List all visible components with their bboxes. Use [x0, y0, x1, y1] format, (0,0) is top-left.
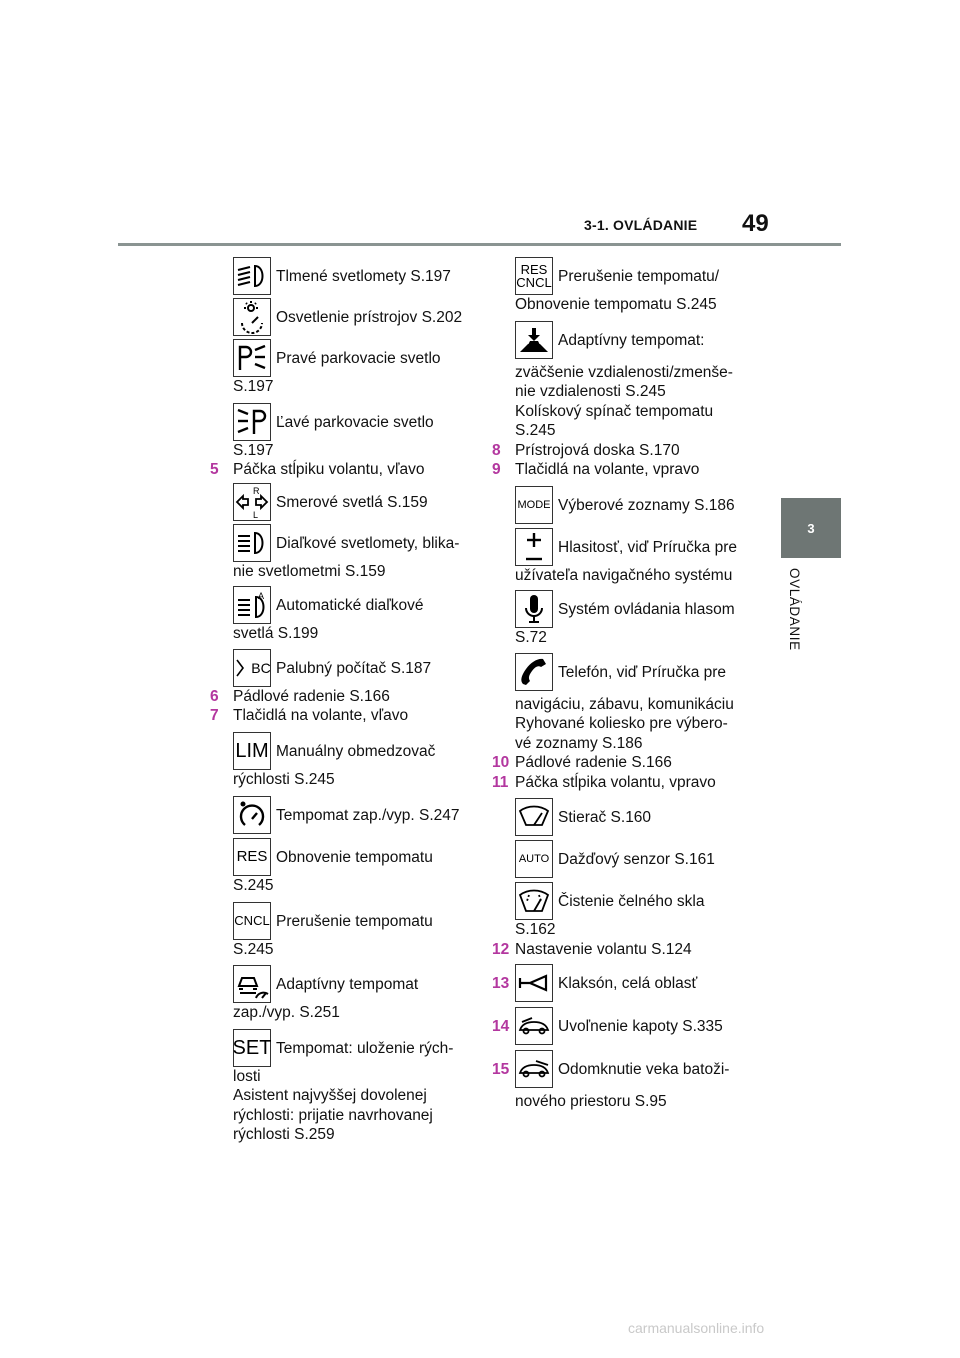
hood-release-icon	[515, 1007, 553, 1045]
speed-limiter-icon-label: LIM	[235, 739, 269, 762]
auto-high-beam-ref: svetlá S.199	[233, 625, 319, 642]
distance-extra-line: Kolískový spínač tempomatu	[515, 402, 714, 420]
wiper-text: Stierač S.160	[558, 809, 652, 826]
list-item-10	[492, 753, 757, 773]
entry-cncl	[210, 902, 475, 940]
distance-extra-line: S.245	[515, 422, 556, 439]
left-column	[210, 254, 475, 1145]
entry-mode	[492, 486, 757, 524]
entry-rescncl	[492, 257, 757, 295]
turn-signal-text: Smerové svetlá S.159	[276, 493, 428, 511]
board-computer-text: Palubný počítač S.187	[276, 659, 432, 677]
wiper-icon	[515, 798, 553, 836]
svg-text:L: L	[253, 509, 259, 520]
cncl-ref: S.245	[233, 940, 274, 958]
board-computer-icon-label: BC	[251, 659, 271, 676]
voice-text: Systém ovládania hlasom	[558, 601, 735, 618]
mode-icon	[515, 486, 553, 524]
res-text: Obnovenie tempomatu	[276, 849, 433, 866]
cruise-onoff-text: Tempomat zap./vyp. S.247	[276, 807, 460, 824]
high-beam-icon	[233, 524, 271, 562]
volume-text: Hlasitosť, viď Príručka pre	[558, 538, 737, 556]
extra-line: rýchlosti S.259	[233, 1126, 335, 1143]
acc-ref: zap./vyp. S.251	[233, 1004, 340, 1021]
acc-text: Adaptívny tempomat	[276, 976, 419, 993]
entry-auto-high-beam	[210, 586, 475, 624]
adaptive-cruise-icon	[233, 965, 271, 1003]
board-computer-icon	[233, 649, 271, 687]
list-item-15	[492, 1050, 757, 1088]
entry-wiper	[492, 798, 757, 836]
distance-control-icon	[515, 321, 553, 359]
extra-line: Asistent najvyššej dovolenej	[233, 1087, 427, 1104]
entry-voice	[492, 590, 757, 628]
item-number: 10	[492, 754, 510, 771]
item-number: 6	[210, 687, 219, 705]
washer-icon	[515, 882, 553, 920]
item-number: 9	[492, 461, 501, 478]
section-title: 3-1. OVLÁDANIE	[584, 217, 698, 233]
park-right-ref: S.197	[233, 378, 274, 395]
cncl-text: Prerušenie tempomatu	[276, 912, 433, 930]
cancel-icon-label: CNCL	[234, 912, 270, 928]
header-rule	[118, 243, 841, 246]
watermark: carmanualsonline.info	[628, 1320, 765, 1336]
entry-board-computer	[210, 649, 475, 687]
rain-sensor-icon	[515, 840, 553, 878]
voice-control-icon	[515, 590, 553, 628]
speed-limiter-ref: rýchlosti S.245	[233, 770, 335, 788]
mode-icon-label: MODE	[517, 498, 551, 511]
resume-icon-label: RES	[236, 848, 268, 865]
resume-icon	[233, 838, 271, 876]
trunk-release-icon	[515, 1050, 553, 1088]
low-beam-icon	[233, 257, 271, 295]
horn-text: Klaksón, celá oblasť	[558, 975, 698, 992]
phone-extra-line: Ryhované koliesko pre výbero-	[515, 715, 728, 732]
svg-text:A: A	[258, 591, 265, 601]
cruise-control-icon	[233, 796, 271, 834]
entry-park-left	[210, 403, 475, 441]
list-item-6	[210, 687, 475, 707]
rain-sensor-text: Dažďový senzor S.161	[558, 851, 715, 868]
item-number: 13	[492, 975, 510, 992]
page-number: 49	[742, 210, 769, 237]
item-number: 12	[492, 940, 510, 958]
extra-line: rýchlosti: prijatie navrhovanej	[233, 1106, 433, 1124]
entry-distance	[492, 321, 757, 359]
item-text: Tlačidlá na volante, vľavo	[233, 707, 409, 724]
item-text: Tlačidlá na volante, vpravo	[515, 461, 700, 478]
volume-ref: užívateľa navigačného systému	[515, 566, 733, 584]
list-item-7	[210, 706, 475, 726]
phone-ref: navigáciu, zábavu, komunikáciu	[515, 695, 734, 713]
voice-ref: S.72	[515, 629, 547, 646]
list-item-9	[492, 460, 757, 480]
list-item-8	[492, 441, 757, 461]
list-item-11	[492, 773, 757, 793]
list-item-12	[492, 940, 757, 960]
speed-limiter-text: Manuálny obmedzovač	[276, 742, 436, 760]
list-item-13	[492, 964, 757, 1002]
entry-instrument-lighting	[210, 298, 475, 336]
trunk-release-ref: nového priestoru S.95	[515, 1093, 667, 1110]
washer-text: Čistenie čelného skla	[558, 893, 705, 910]
rescncl-text: Prerušenie tempomatu/	[558, 268, 720, 285]
set-text: Tempomat: uloženie rých-	[276, 1039, 454, 1057]
entry-volume	[492, 528, 757, 566]
right-column	[492, 254, 757, 1112]
park-left-ref: S.197	[233, 441, 274, 459]
item-text: Páčka stĺpiku volantu, vľavo	[233, 461, 425, 478]
rain-sensor-icon-label: AUTO	[518, 853, 550, 865]
mode-text: Výberové zoznamy S.186	[558, 496, 735, 514]
item-number: 11	[492, 773, 509, 791]
distance-extra-line: nie vzdialenosti S.245	[515, 383, 666, 400]
item-number: 5	[210, 461, 219, 478]
entry-high-beam	[210, 524, 475, 562]
phone-extra-line: vé zoznamy S.186	[515, 734, 643, 752]
washer-ref: S.162	[515, 921, 556, 938]
chapter-label-text: OVLÁDANIE	[787, 568, 802, 651]
horn-icon	[515, 964, 553, 1002]
resume-cancel-icon	[515, 257, 553, 295]
set-speed-icon-label: SET	[232, 1036, 272, 1059]
distance-ref: zväčšenie vzdialenosti/zmenše-	[515, 363, 733, 381]
item-number: 7	[210, 707, 219, 724]
chapter-label	[780, 568, 810, 678]
park-right-text: Pravé parkovacie svetlo	[276, 350, 441, 367]
item-text: Prístrojová doska S.170	[515, 441, 680, 459]
cancel-icon	[233, 902, 271, 940]
entry-rain-sensor	[492, 840, 757, 878]
auto-high-beam-icon	[233, 586, 271, 624]
low-beam-text: Tlmené svetlomety S.197	[276, 268, 451, 285]
high-beam-ref: nie svetlometmi S.159	[233, 562, 386, 580]
phone-text: Telefón, viď Príručka pre	[558, 663, 727, 681]
trunk-release-text: Odomknutie veka batoži-	[558, 1061, 730, 1078]
parking-light-left-icon	[233, 403, 271, 441]
entry-set	[210, 1029, 475, 1067]
auto-high-beam-text: Automatické diaľkové	[276, 597, 424, 614]
item-number: 14	[492, 1018, 510, 1035]
high-beam-text: Diaľkové svetlomety, blika-	[276, 534, 460, 552]
instrument-lighting-icon	[233, 298, 271, 336]
distance-text: Adaptívny tempomat:	[558, 331, 705, 349]
resume-cancel-icon-label-bottom: CNCL	[516, 275, 552, 290]
item-text: Nastavenie volantu S.124	[515, 940, 692, 958]
volume-icon	[515, 528, 553, 566]
speed-limiter-icon	[233, 732, 271, 770]
entry-speed-limiter	[210, 732, 475, 770]
item-text: Páčka stĺpika volantu, vpravo	[515, 773, 716, 791]
list-item-14	[492, 1007, 757, 1045]
set-speed-icon	[233, 1029, 271, 1067]
entry-res	[210, 838, 475, 876]
park-left-text: Ľavé parkovacie svetlo	[276, 413, 434, 431]
rescncl-ref: Obnovenie tempomatu S.245	[515, 296, 717, 313]
resume-cancel-icon-label-top: RES	[520, 262, 548, 277]
item-number: 15	[492, 1061, 510, 1078]
entry-washer	[492, 882, 757, 920]
turn-signal-icon	[233, 483, 271, 521]
entry-turn-signal	[210, 483, 475, 521]
entry-park-right	[210, 339, 475, 377]
item-text: Pádlové radenie S.166	[515, 754, 672, 771]
list-item-5	[210, 460, 475, 480]
instrument-lighting-text: Osvetlenie prístrojov S.202	[276, 309, 463, 326]
chapter-tab: 3	[781, 498, 841, 558]
res-ref: S.245	[233, 877, 274, 894]
item-text: Pádlové radenie S.166	[233, 687, 390, 705]
entry-cruise-onoff	[210, 796, 475, 834]
entry-phone	[492, 653, 757, 691]
item-number: 8	[492, 441, 501, 459]
entry-acc	[210, 965, 475, 1003]
svg-text:R: R	[253, 485, 260, 496]
set-ref: losti	[233, 1067, 261, 1085]
phone-icon	[515, 653, 553, 691]
parking-light-right-icon	[233, 339, 271, 377]
hood-release-text: Uvoľnenie kapoty S.335	[558, 1018, 723, 1035]
entry-low-beam	[210, 257, 475, 295]
